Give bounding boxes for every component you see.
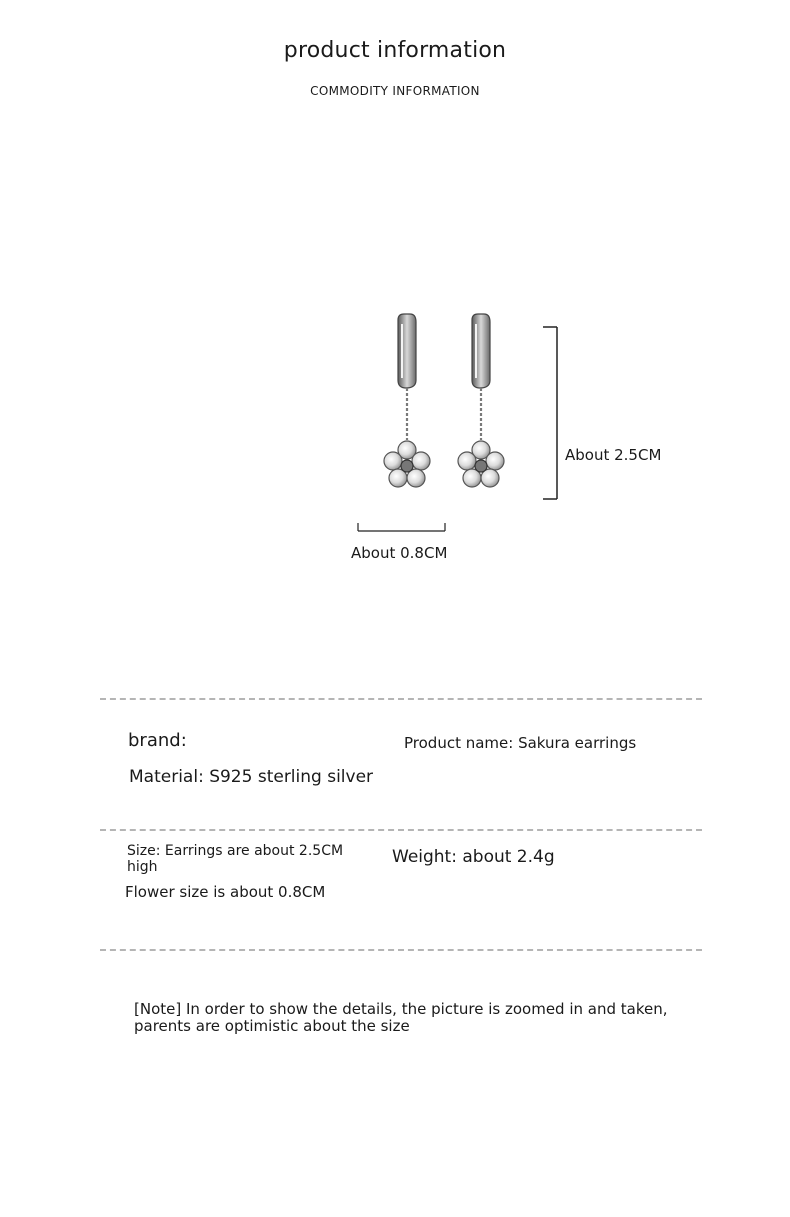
left-flower (384, 441, 430, 487)
product-image (340, 300, 700, 580)
right-flower (458, 441, 504, 487)
page-title: product information (283, 38, 507, 63)
divider (100, 698, 702, 700)
brand-label: brand: (128, 730, 187, 751)
left-earring (384, 314, 430, 487)
divider (100, 949, 702, 951)
page-subtitle: COMMODITY INFORMATION (310, 84, 480, 98)
weight-spec: Weight: about 2.4g (392, 847, 555, 867)
width-measure-label: About 0.8CM (351, 544, 448, 562)
right-earring (458, 314, 504, 487)
size-spec: Size: Earrings are about 2.5CM high (127, 843, 344, 875)
width-measure-bracket (358, 523, 445, 531)
height-measure-label: About 2.5CM (565, 446, 662, 464)
divider (100, 829, 702, 831)
note-text: [Note] In order to show the details, the picture is zoomed in and taken, parents are optimistic about the size (134, 1000, 668, 1035)
material: Material: S925 sterling silver (129, 767, 374, 787)
product-name: Product name: Sakura earrings (404, 734, 637, 752)
flower-size-spec: Flower size is about 0.8CM (125, 883, 326, 901)
height-measure-bracket (543, 327, 557, 499)
